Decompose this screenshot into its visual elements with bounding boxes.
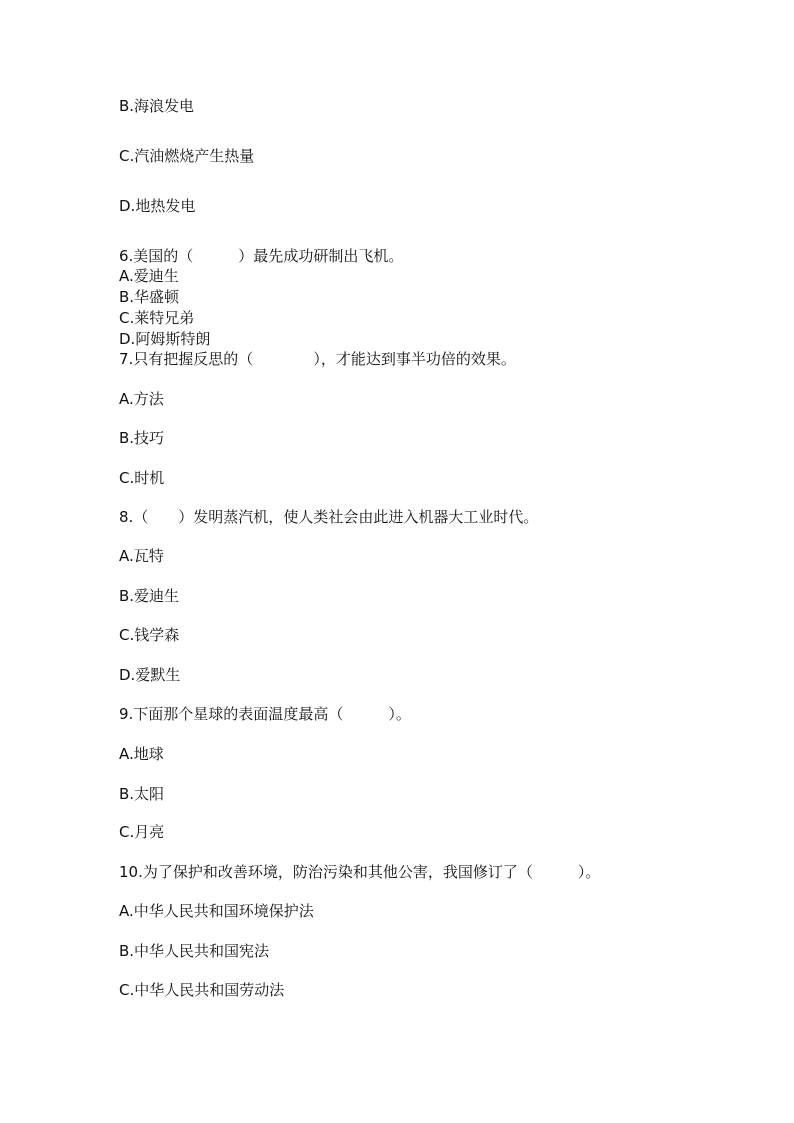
option-q8-d: D.爱默生: [119, 666, 181, 684]
option-q6-d: D.阿姆斯特朗: [119, 330, 211, 348]
option-q7-c: C.时机: [119, 469, 165, 487]
question-6: 6.美国的（ ）最先成功研制出飞机。: [119, 247, 404, 265]
option-q9-c: C.月亮: [119, 823, 165, 841]
option-q6-c: C.莱特兄弟: [119, 309, 195, 327]
option-q8-a: A.瓦特: [119, 547, 164, 565]
option-q10-a: A.中华人民共和国环境保护法: [119, 902, 314, 920]
question-8: 8.（ ）发明蒸汽机，使人类社会由此进入机器大工业时代。: [119, 508, 539, 526]
option-q6-b: B.华盛顿: [119, 288, 180, 306]
question-10: 10.为了保护和改善环境，防治污染和其他公害，我国修订了（ ）。: [119, 863, 601, 881]
option-q9-a: A.地球: [119, 745, 164, 763]
option-q7-b: B.技巧: [119, 429, 165, 447]
option-q10-c: C.中华人民共和国劳动法: [119, 981, 285, 999]
option-q5-c: C.汽油燃烧产生热量: [119, 147, 255, 165]
question-7: 7.只有把握反思的（ ），才能达到事半功倍的效果。: [119, 350, 516, 368]
option-q5-d: D.地热发电: [119, 197, 196, 215]
question-9: 9.下面那个星球的表面温度最高（ ）。: [119, 705, 411, 723]
option-q8-c: C.钱学森: [119, 626, 180, 644]
option-q10-b: B.中华人民共和国宪法: [119, 942, 270, 960]
option-q8-b: B.爱迪生: [119, 587, 180, 605]
option-q5-b: B.海浪发电: [119, 97, 195, 115]
option-q6-a: A.爱迪生: [119, 267, 179, 285]
option-q7-a: A.方法: [119, 390, 164, 408]
option-q9-b: B.太阳: [119, 785, 165, 803]
